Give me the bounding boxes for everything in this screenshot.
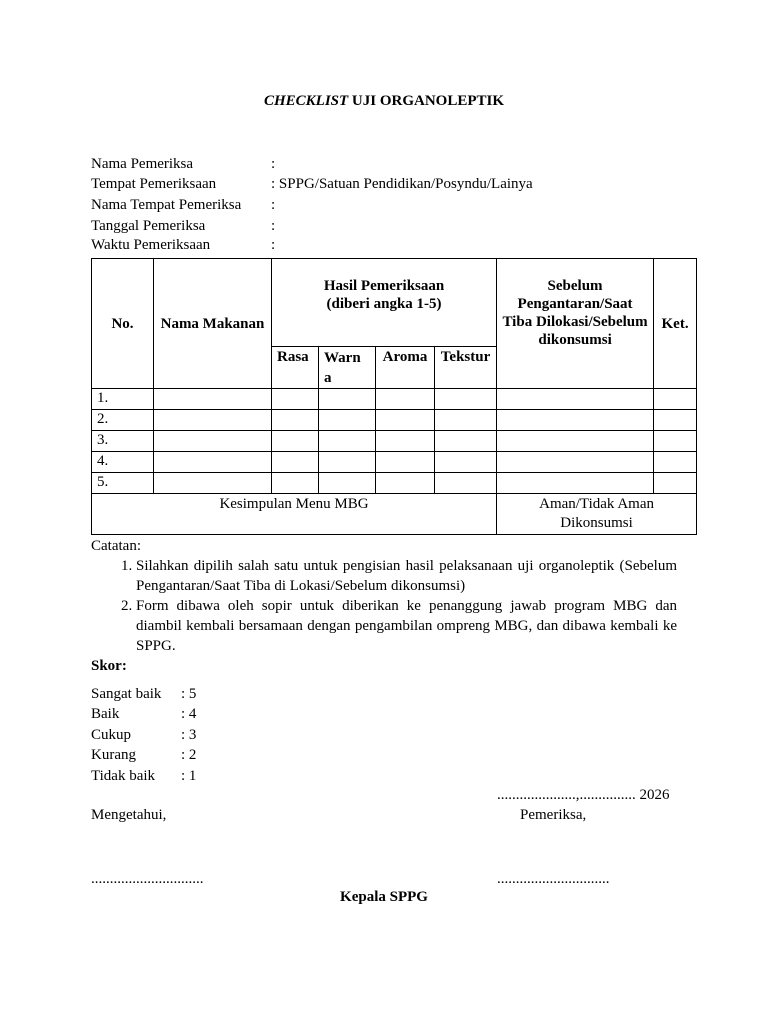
cell[interactable] <box>654 452 697 473</box>
table-row <box>92 410 697 431</box>
cell[interactable] <box>654 431 697 452</box>
pemeriksa-label: Pemeriksa, <box>520 807 587 823</box>
header-tekstur: Tekstur <box>435 347 497 389</box>
cell[interactable] <box>435 431 497 452</box>
notes-section <box>91 536 677 656</box>
score-label: Cukup <box>91 727 132 743</box>
cell[interactable] <box>654 410 697 431</box>
cell[interactable] <box>272 431 319 452</box>
cell[interactable] <box>497 389 654 410</box>
cell[interactable] <box>376 410 435 431</box>
cell[interactable] <box>435 410 497 431</box>
info-label: Waktu Pemeriksaan <box>91 237 211 253</box>
score-label: Kurang <box>91 747 136 763</box>
score-label: Sangat baik <box>91 686 162 702</box>
cell[interactable] <box>435 389 497 410</box>
cell[interactable] <box>319 410 376 431</box>
cell[interactable] <box>272 389 319 410</box>
header-sebelum: Sebelum Pengantaran/Saat Tiba Dilokasi/Sebelum dikonsumsi <box>497 259 654 389</box>
info-value: : <box>271 237 276 253</box>
title-rest: UJI ORGANOLEPTIK <box>348 93 505 109</box>
cell[interactable] <box>154 452 272 473</box>
signature-line-left: .............................. <box>91 871 204 887</box>
info-label: Nama Tempat Pemeriksa <box>91 197 242 213</box>
row-number: 4. <box>92 452 154 473</box>
score-value: : 3 <box>181 727 197 743</box>
info-value: : <box>271 218 276 234</box>
notes-list <box>91 556 677 656</box>
info-label: Nama Pemeriksa <box>91 156 194 172</box>
cell[interactable] <box>497 410 654 431</box>
cell[interactable] <box>654 389 697 410</box>
score-label: Baik <box>91 706 120 722</box>
row-number: 2. <box>92 410 154 431</box>
cell[interactable] <box>319 431 376 452</box>
cell[interactable] <box>435 473 497 494</box>
cell[interactable] <box>497 431 654 452</box>
row-number: 1. <box>92 389 154 410</box>
header-hasil-line2: (diberi angka 1-5) <box>326 296 442 312</box>
date-line: .....................,............... 2026 <box>497 787 670 803</box>
note-item: 2. Form dibawa oleh sopir untuk diberikan ke penanggung jawab program MBG dan diambil kembali bersamaan dengan pengambilan ompreng MBG, dan dibawa kembali ke SPPG. <box>136 596 677 656</box>
cell[interactable] <box>272 410 319 431</box>
cell[interactable] <box>376 431 435 452</box>
cell[interactable] <box>154 389 272 410</box>
cell[interactable] <box>319 452 376 473</box>
table-row <box>92 431 697 452</box>
signature-line-right: .............................. <box>497 871 610 887</box>
cell[interactable] <box>272 473 319 494</box>
score-label: Tidak baik <box>91 768 156 784</box>
score-value: : 4 <box>181 706 197 722</box>
cell[interactable] <box>376 473 435 494</box>
header-nama-makanan: Nama Makanan <box>154 259 272 389</box>
note-item: 1. Silahkan dipilih salah satu untuk pengisian hasil pelaksanaan uji organoleptik (Sebelum Pengantaran/Saat Tiba di Lokasi/Sebelum dikonsumsi) <box>136 556 677 596</box>
footer-aman-tidak-aman: Aman/Tidak Aman Dikonsumsi <box>497 494 697 535</box>
document-title <box>0 93 768 110</box>
table-row <box>92 452 697 473</box>
title-italic: CHECKLIST <box>263 93 349 109</box>
table-row <box>92 389 697 410</box>
kepala-sppg-label: Kepala SPPG <box>340 889 428 905</box>
score-value: : 5 <box>181 686 197 702</box>
info-label: Tempat Pemeriksaan <box>91 176 217 192</box>
cell[interactable] <box>319 473 376 494</box>
cell[interactable] <box>376 389 435 410</box>
header-no: No. <box>92 259 154 389</box>
cell[interactable] <box>435 452 497 473</box>
header-ket: Ket. <box>654 259 697 389</box>
table-row <box>92 473 697 494</box>
cell[interactable] <box>154 473 272 494</box>
cell[interactable] <box>497 473 654 494</box>
header-aroma: Aroma <box>376 347 435 389</box>
cell[interactable] <box>154 431 272 452</box>
row-number: 5. <box>92 473 154 494</box>
row-number: 3. <box>92 431 154 452</box>
skor-heading: Skor: <box>91 658 127 674</box>
table-footer-row <box>92 494 697 535</box>
header-rasa: Rasa <box>272 347 319 389</box>
header-hasil-pemeriksaan <box>272 259 497 347</box>
cell[interactable] <box>654 473 697 494</box>
info-label: Tanggal Pemeriksa <box>91 218 206 234</box>
mengetahui-label: Mengetahui, <box>91 807 167 823</box>
notes-heading: Catatan: <box>91 538 141 554</box>
info-value: : SPPG/Satuan Pendidikan/Posyndu/Lainya <box>271 176 533 192</box>
cell[interactable] <box>272 452 319 473</box>
footer-kesimpulan: Kesimpulan Menu MBG <box>92 494 497 535</box>
header-warna: Warn a <box>319 347 376 389</box>
checklist-table <box>91 258 697 535</box>
cell[interactable] <box>376 452 435 473</box>
cell[interactable] <box>497 452 654 473</box>
cell[interactable] <box>154 410 272 431</box>
cell[interactable] <box>319 389 376 410</box>
score-value: : 1 <box>181 768 197 784</box>
info-value: : <box>271 197 276 213</box>
score-value: : 2 <box>181 747 197 763</box>
header-hasil-line1: Hasil Pemeriksaan <box>323 278 445 294</box>
info-value: : <box>271 156 276 172</box>
